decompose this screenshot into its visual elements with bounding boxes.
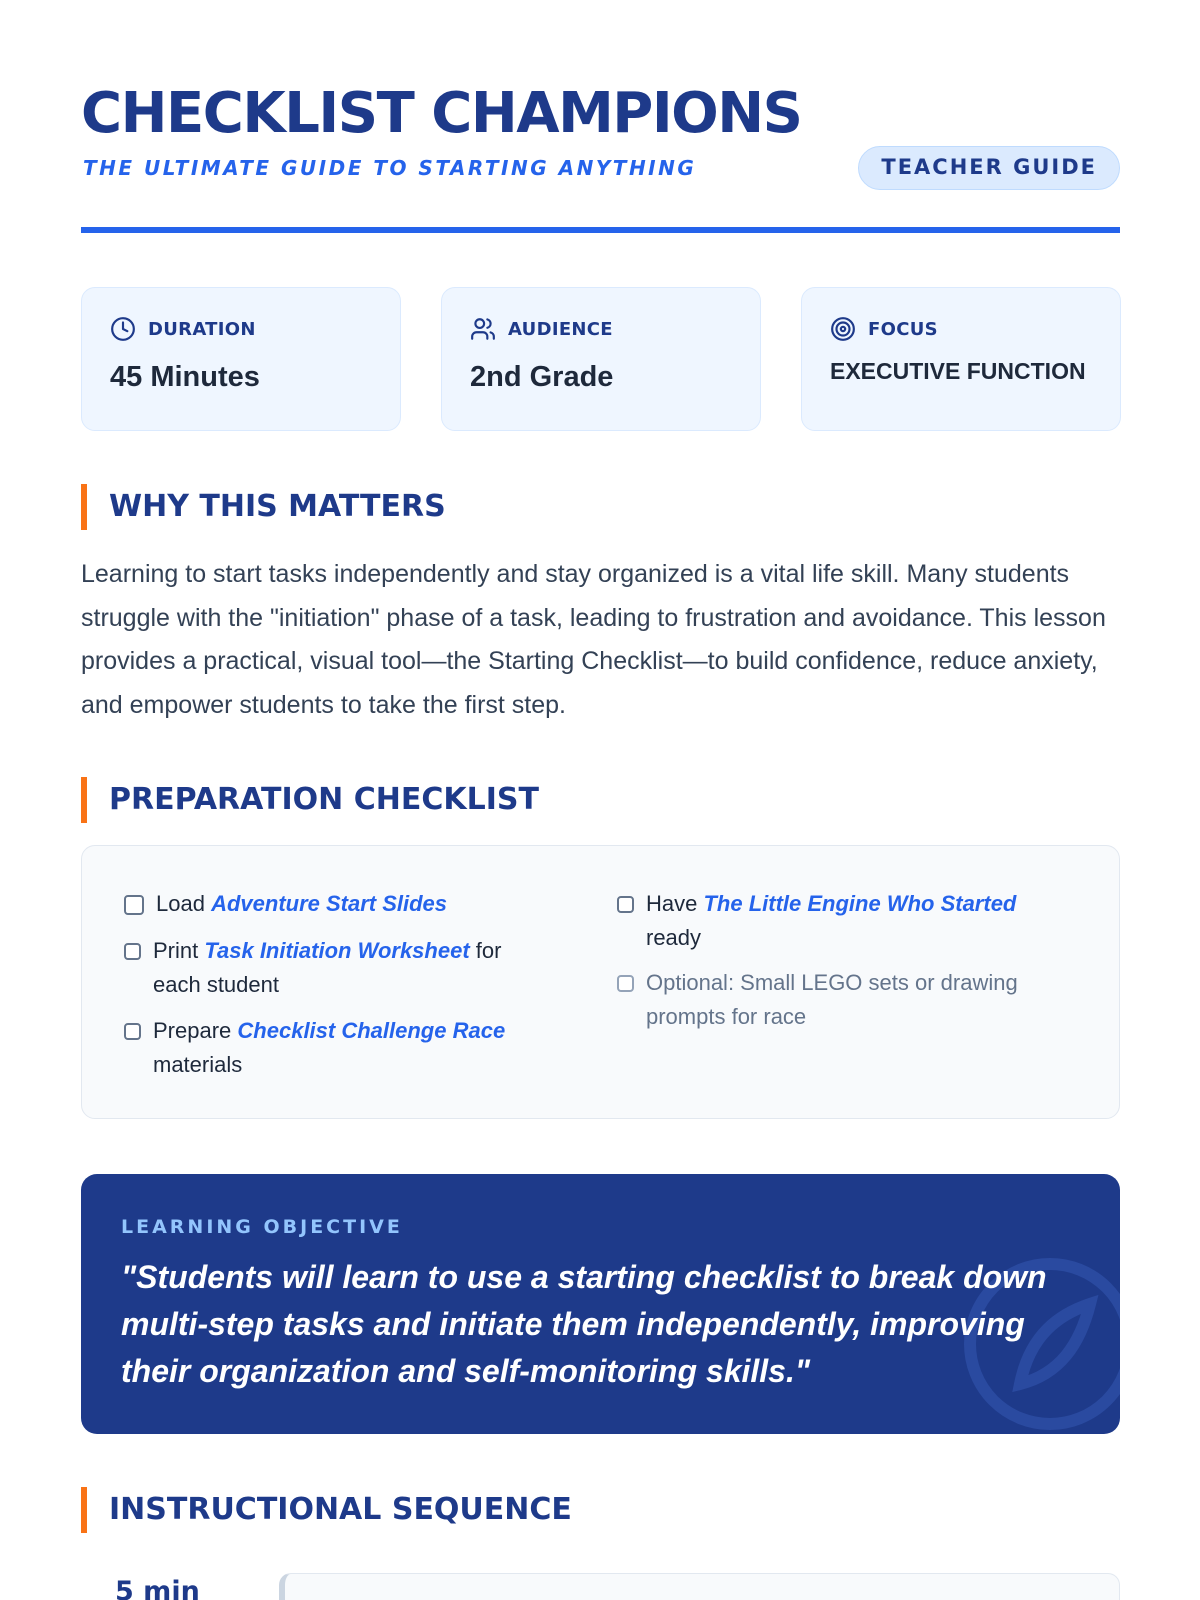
item-text: ready (646, 925, 702, 950)
item-text: Load (156, 891, 205, 916)
checklist-item[interactable] (617, 966, 1077, 1034)
teacher-guide-badge: TEACHER GUIDE (858, 146, 1120, 190)
item-text: for each student (153, 938, 502, 997)
sequence-heading: INSTRUCTIONAL SEQUENCE (81, 1487, 572, 1533)
checklist-item[interactable] (124, 887, 544, 921)
item-text: Print (153, 938, 199, 963)
item-text: Prepare (153, 1018, 232, 1043)
clock-icon (110, 316, 136, 342)
duration-value: 45 Minutes (110, 361, 260, 393)
step-time: 5 min (115, 1576, 200, 1600)
item-text: Have (646, 891, 698, 916)
audience-label: AUDIENCE (508, 318, 613, 340)
users-icon (470, 316, 496, 342)
checkbox[interactable] (617, 975, 634, 992)
focus-label: FOCUS (868, 318, 938, 340)
why-heading: WHY THIS MATTERS (81, 484, 446, 530)
checkbox[interactable] (617, 896, 634, 913)
preparation-checklist (81, 845, 1120, 1119)
focus-value: EXECUTIVE FUNCTION (830, 358, 1086, 384)
checklist-item[interactable] (617, 887, 1067, 955)
objective-text: "Students will learn to use a starting checklist to break down multi-step tasks and initiate them independently, improving their organization and self-monitoring skills." (121, 1259, 1047, 1389)
resource-link[interactable]: Adventure Start Slides (211, 891, 448, 916)
resource-link[interactable]: The Little Engine Who Started (703, 891, 1017, 916)
learning-objective-panel (81, 1174, 1120, 1434)
why-paragraph: Learning to start tasks independently and stay organized is a vital life skill. Many students struggle with the "initiation" phase of a task, leading to frustration and avoidance. This lesson provides a practical, visual tool—the Starting Checklist—to build confidence, reduce anxiety, and empower students to take the first step. (81, 560, 1106, 719)
resource-link[interactable]: Checklist Challenge Race (237, 1018, 506, 1043)
page-subtitle: THE ULTIMATE GUIDE TO STARTING ANYTHING (83, 156, 697, 180)
checkbox[interactable] (124, 895, 144, 915)
objective-label: LEARNING OBJECTIVE (121, 1216, 403, 1238)
preparation-heading: PREPARATION CHECKLIST (81, 777, 539, 823)
page-title: CHECKLIST CHAMPIONS (81, 81, 802, 146)
audience-value: 2nd Grade (470, 361, 614, 393)
duration-card (81, 287, 401, 431)
item-text: materials (153, 1052, 243, 1077)
header-divider (81, 227, 1120, 233)
focus-card (801, 287, 1121, 431)
resource-link[interactable]: Task Initiation Worksheet (204, 938, 470, 963)
duration-label: DURATION (148, 318, 256, 340)
step-card (279, 1573, 1120, 1600)
checkbox[interactable] (124, 1023, 141, 1040)
target-icon (830, 316, 856, 342)
checklist-item[interactable] (124, 934, 544, 1002)
item-text: Optional: Small LEGO sets or drawing prompts for race (646, 970, 1018, 1029)
audience-card (441, 287, 761, 431)
checkbox[interactable] (124, 943, 141, 960)
checklist-item[interactable] (124, 1014, 554, 1082)
